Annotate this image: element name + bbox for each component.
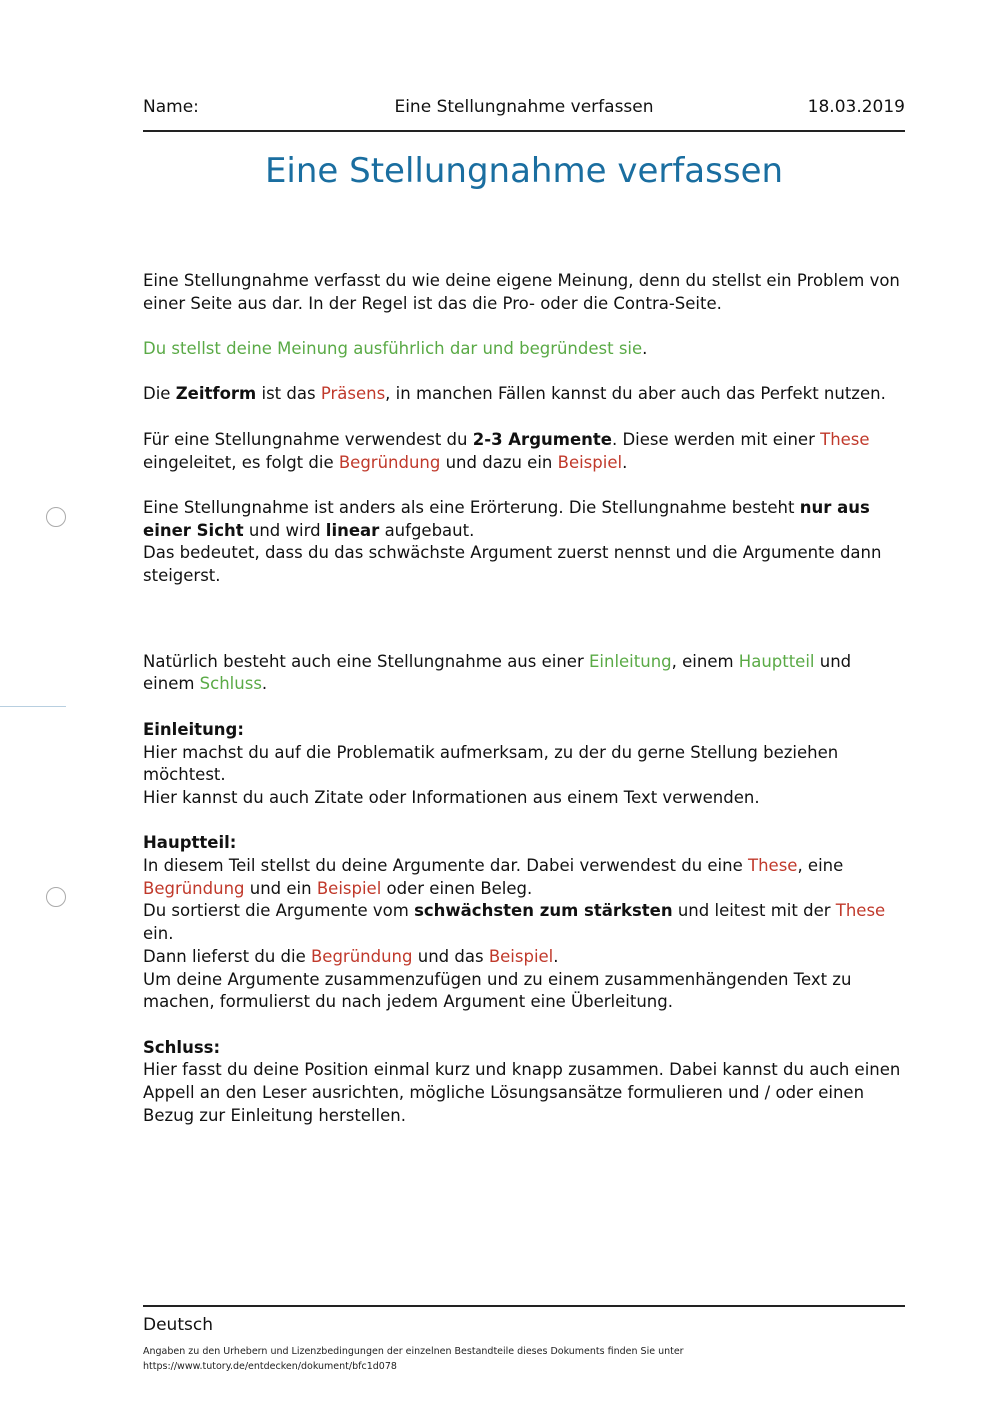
text-span: und das [412,946,489,966]
highlight-green: Du stellst deine Meinung ausführlich dar und begründest sie [143,339,643,359]
text-span: , eine [797,856,844,876]
text-span: , einem [671,651,739,671]
tense-paragraph [143,383,905,406]
text-span: und dazu ein [440,452,558,472]
hauptteil-line [143,855,905,900]
hauptteil-heading: Hauptteil: [143,833,237,853]
text-span: ist das [256,384,321,404]
text-span: . [642,339,648,359]
highlight-red: Beispiel [557,452,623,472]
text-span: oder einen Beleg. [381,878,533,898]
highlight-red: Beispiel [316,878,382,898]
einleitung-line: Hier machst du auf die Problematik aufmerksam, zu der du gerne Stellung beziehen möchtest. [143,742,839,785]
text-span: eingeleitet, es folgt die [143,452,339,472]
text-span: und wird [243,520,326,540]
worksheet-content [143,270,905,1128]
comparison-paragraph [143,497,905,542]
highlight-red: These [820,429,870,449]
text-span: . Diese werden mit einer [611,429,821,449]
fold-mark [0,706,66,707]
highlight-red: Begründung [310,946,413,966]
structure-paragraph [143,651,905,696]
highlight-red: These [835,901,886,921]
page-title: Eine Stellungnahme verfassen [264,151,784,191]
credits-link[interactable]: https://www.tutory.de/entdecken/dokument/bfc1d078 [143,1361,397,1372]
punch-hole-mark [46,507,66,527]
bold-term: 2-3 Argumente [472,429,612,449]
bold-term: schwächsten zum stärksten [414,901,673,921]
intro-meaning-paragraph [143,338,905,361]
text-span: ein. [143,924,174,944]
schluss-line: Hier fasst du deine Position einmal kurz und knapp zusammen. Dabei kannst du auch einen Appell an den Leser ausrichten, mögliche Lösungsansätze formulieren und / oder einen Bezug zur Einleitung herstellen. [143,1060,901,1125]
highlight-red: Beispiel [488,946,554,966]
order-paragraph: Das bedeutet, dass du das schwächste Argument zuerst nennst und die Argumente dann steigerst. [143,543,882,586]
text-span: Du sortierst die Argumente vom [143,901,415,921]
footer-credits [143,1344,905,1374]
page-header [143,96,905,132]
einleitung-heading: Einleitung: [143,719,244,739]
highlight-green: Einleitung [588,651,672,671]
highlight-green: Schluss [199,674,262,694]
name-label: Name: [143,97,199,117]
schluss-heading: Schluss: [143,1037,221,1057]
highlight-red: Begründung [338,452,441,472]
text-span: In diesem Teil stellst du deine Argumente dar. Dabei verwendest du eine [143,856,748,876]
text-span: Für eine Stellungnahme verwendest du [143,429,473,449]
hauptteil-line [143,946,905,969]
einleitung-line: Hier kannst du auch Zitate oder Informationen aus einem Text verwenden. [143,787,760,807]
text-span: Dann lieferst du die [143,946,311,966]
footer-divider [143,1305,905,1307]
footer-subject: Deutsch [143,1315,213,1335]
text-span: . [261,674,268,694]
header-date: 18.03.2019 [807,97,905,117]
text-span: Natürlich besteht auch eine Stellungnahme aus einer [143,651,589,671]
text-span: und leitest mit der [672,901,836,921]
hauptteil-line [143,900,905,945]
highlight-red: Präsens [320,384,386,404]
highlight-green: Hauptteil [738,651,815,671]
bold-term: Zeitform [175,384,257,404]
highlight-red: Begründung [143,878,245,898]
highlight-red: These [748,856,798,876]
text-span: . [553,946,559,966]
text-span: . [622,452,628,472]
text-span: Die [143,384,176,404]
header-title: Eine Stellungnahme verfassen [394,97,654,117]
punch-hole-mark [46,887,66,907]
text-span: aufgebaut. [379,520,475,540]
text-span: , in manchen Fällen kannst du aber auch das Perfekt nutzen. [385,384,886,404]
intro-paragraph: Eine Stellungnahme verfasst du wie deine eigene Meinung, denn du stellst ein Problem von einer Seite aus dar. In der Regel ist das die Pro- oder die Contra-Seite. [143,271,900,313]
hauptteil-line: Um deine Argumente zusammenzufügen und zu einem zusammenhängenden Text zu machen, formulierst du nach jedem Argument eine Überleitung. [143,969,852,1012]
bold-term: linear [325,520,380,540]
bold-term: nur aus einer Sicht [143,497,870,540]
text-span: und einem [143,651,852,694]
text-span: Eine Stellungnahme ist anders als eine Erörterung. Die Stellungnahme besteht [143,497,800,517]
text-span: und ein [244,878,317,898]
credits-text: Angaben zu den Urhebern und Lizenzbedingungen der einzelnen Bestandteile dieses Dokuments finden Sie unter [143,1346,684,1357]
arguments-paragraph [143,429,905,474]
